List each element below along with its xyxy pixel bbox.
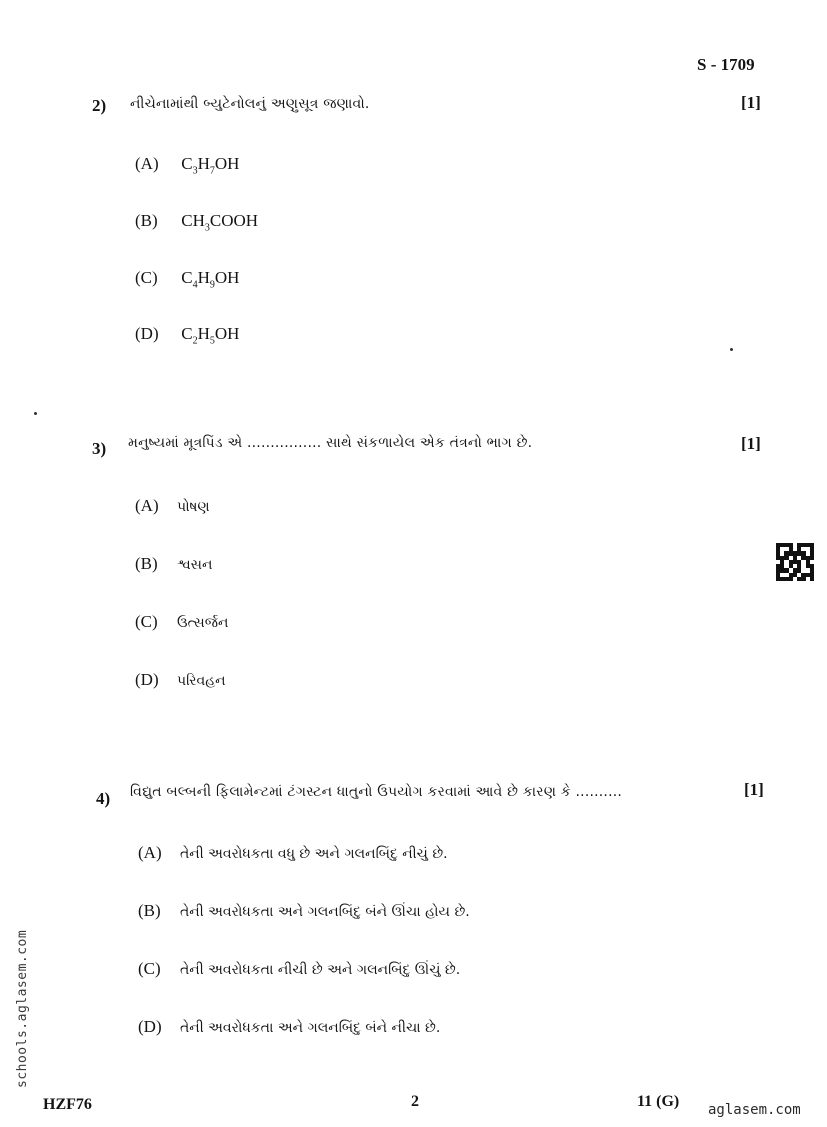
option-label: (B) xyxy=(135,211,158,230)
question-marks: [1] xyxy=(741,434,761,453)
option-label: (A) xyxy=(135,154,159,173)
option-c: (C) $C_4H_9OH$ xyxy=(135,268,240,291)
option-label: (C) xyxy=(135,268,158,287)
option-text: પરિવહન xyxy=(177,673,226,689)
bottom-watermark: aglasem.com xyxy=(708,1102,801,1118)
option-d xyxy=(138,1017,440,1037)
option-label: (A) xyxy=(135,496,159,515)
question-text: મનુષ્યમાં મૂત્રપિંડ એ ................ સાથે સંકળાયેલ એક તંત્રનો ભાગ છે. xyxy=(128,435,533,451)
option-c xyxy=(138,959,460,979)
option-label: (C) xyxy=(135,612,158,631)
option-a xyxy=(135,496,210,516)
option-text: તેની અવરોધકતા નીચી છે અને ગલનબિંદુ ઊંચું છે. xyxy=(180,962,461,978)
option-b: (B) $CH_3COOH$ xyxy=(135,211,259,234)
question-number: 4) xyxy=(96,789,111,808)
option-label: (C) xyxy=(138,959,161,978)
option-b xyxy=(138,901,470,921)
option-text: શ્વસન xyxy=(177,557,213,573)
option-d: (D) $C_2H_5OH$ xyxy=(135,324,240,347)
page-number: 2 xyxy=(411,1093,419,1110)
option-text: તેની અવરોધકતા વધુ છે અને ગલનબિંદુ નીચું છે. xyxy=(180,846,448,862)
option-label: (A) xyxy=(138,843,162,862)
option-label: (B) xyxy=(135,554,158,573)
paper-code: S - 1709 xyxy=(697,55,755,74)
side-watermark: schools.aglasem.com xyxy=(15,929,30,1088)
option-b xyxy=(135,554,212,574)
question-text: વિદ્યુત બલ્બની ફિલામેન્ટમાં ટંગસ્ટન ધાતુનો ઉપયોગ કરવામાં આવે છે કારણ કે .......... xyxy=(130,784,623,800)
scan-speck xyxy=(730,348,733,351)
option-label: (D) xyxy=(135,324,159,343)
option-label: (B) xyxy=(138,901,161,920)
scan-speck xyxy=(34,412,37,415)
question-text: નીચેનામાંથી બ્યુટેનોલનું અણુસૂત્ર જણાવો. xyxy=(130,96,370,112)
option-text: પોષણ xyxy=(177,499,210,515)
option-d xyxy=(135,670,226,690)
question-marks: [1] xyxy=(744,780,764,799)
qr-code-icon xyxy=(776,543,814,581)
option-text: તેની અવરોધકતા અને ગલનબિંદુ બંને ઊંચા હોય છે. xyxy=(180,904,470,920)
option-a xyxy=(138,843,448,863)
footer-set: 11 (G) xyxy=(637,1093,680,1110)
question-number: 2) xyxy=(92,96,107,115)
footer-code: HZF76 xyxy=(43,1096,92,1113)
option-c xyxy=(135,612,228,632)
question-marks: [1] xyxy=(741,93,761,112)
question-number: 3) xyxy=(92,439,107,458)
option-text: ઉત્સર્જન xyxy=(177,615,229,631)
option-a: (A) $C_3H_7OH$ xyxy=(135,154,240,177)
option-text: તેની અવરોધકતા અને ગલનબિંદુ બંને નીચા છે. xyxy=(180,1020,441,1036)
option-label: (D) xyxy=(138,1017,162,1036)
option-label: (D) xyxy=(135,670,159,689)
